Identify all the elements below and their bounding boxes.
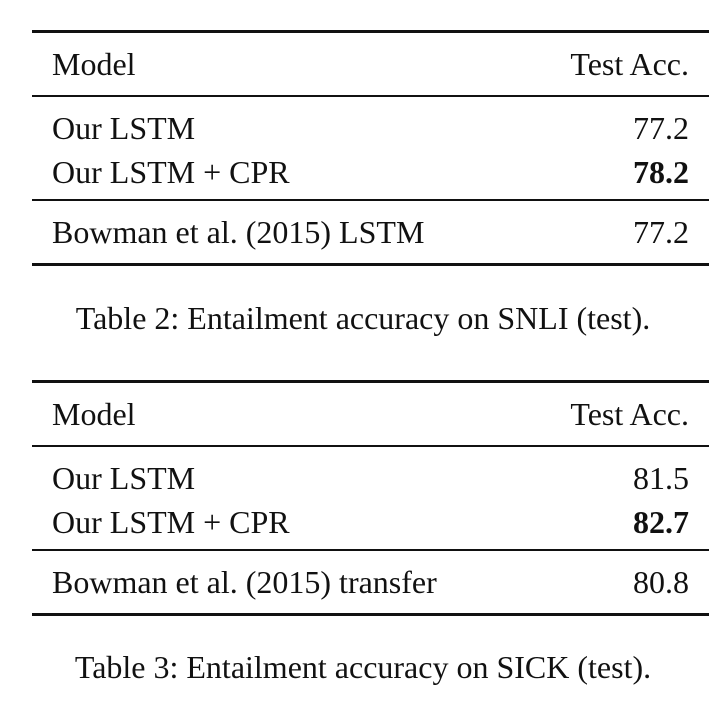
table-row [32,456,709,500]
table-caption: Table 2: Entailment accuracy on SNLI (test). [75,300,651,336]
model-name: Our LSTM [52,460,196,496]
table-row [32,210,709,254]
test-acc-value-best: 78.2 [633,154,689,190]
model-name: Our LSTM + CPR [52,154,290,190]
test-acc-value: 80.8 [633,564,689,600]
header-model: Model [52,396,136,432]
header-model: Model [52,46,136,82]
table-row [32,150,709,194]
test-acc-value-best: 82.7 [633,504,689,540]
table-caption: Table 3: Entailment accuracy on SICK (test). [74,649,652,685]
table-sick [32,380,709,616]
model-name: Bowman et al. (2015) LSTM [52,214,425,250]
table-snli [32,30,709,266]
table-row [32,560,709,604]
our-models-group [32,447,709,549]
table-header-row [32,33,709,95]
test-acc-value: 81.5 [633,460,689,496]
model-name: Our LSTM + CPR [52,504,290,540]
header-test-acc: Test Acc. [570,46,689,82]
test-acc-value: 77.2 [633,110,689,146]
baseline-group [32,551,709,613]
baseline-group [32,201,709,263]
bottom-rule [32,613,709,616]
table-header-row [32,383,709,445]
table-row [32,106,709,150]
model-name: Bowman et al. (2015) transfer [52,564,437,600]
bottom-rule [32,263,709,266]
header-test-acc: Test Acc. [570,396,689,432]
our-models-group [32,97,709,199]
table-row [32,500,709,544]
test-acc-value: 77.2 [633,214,689,250]
model-name: Our LSTM [52,110,196,146]
